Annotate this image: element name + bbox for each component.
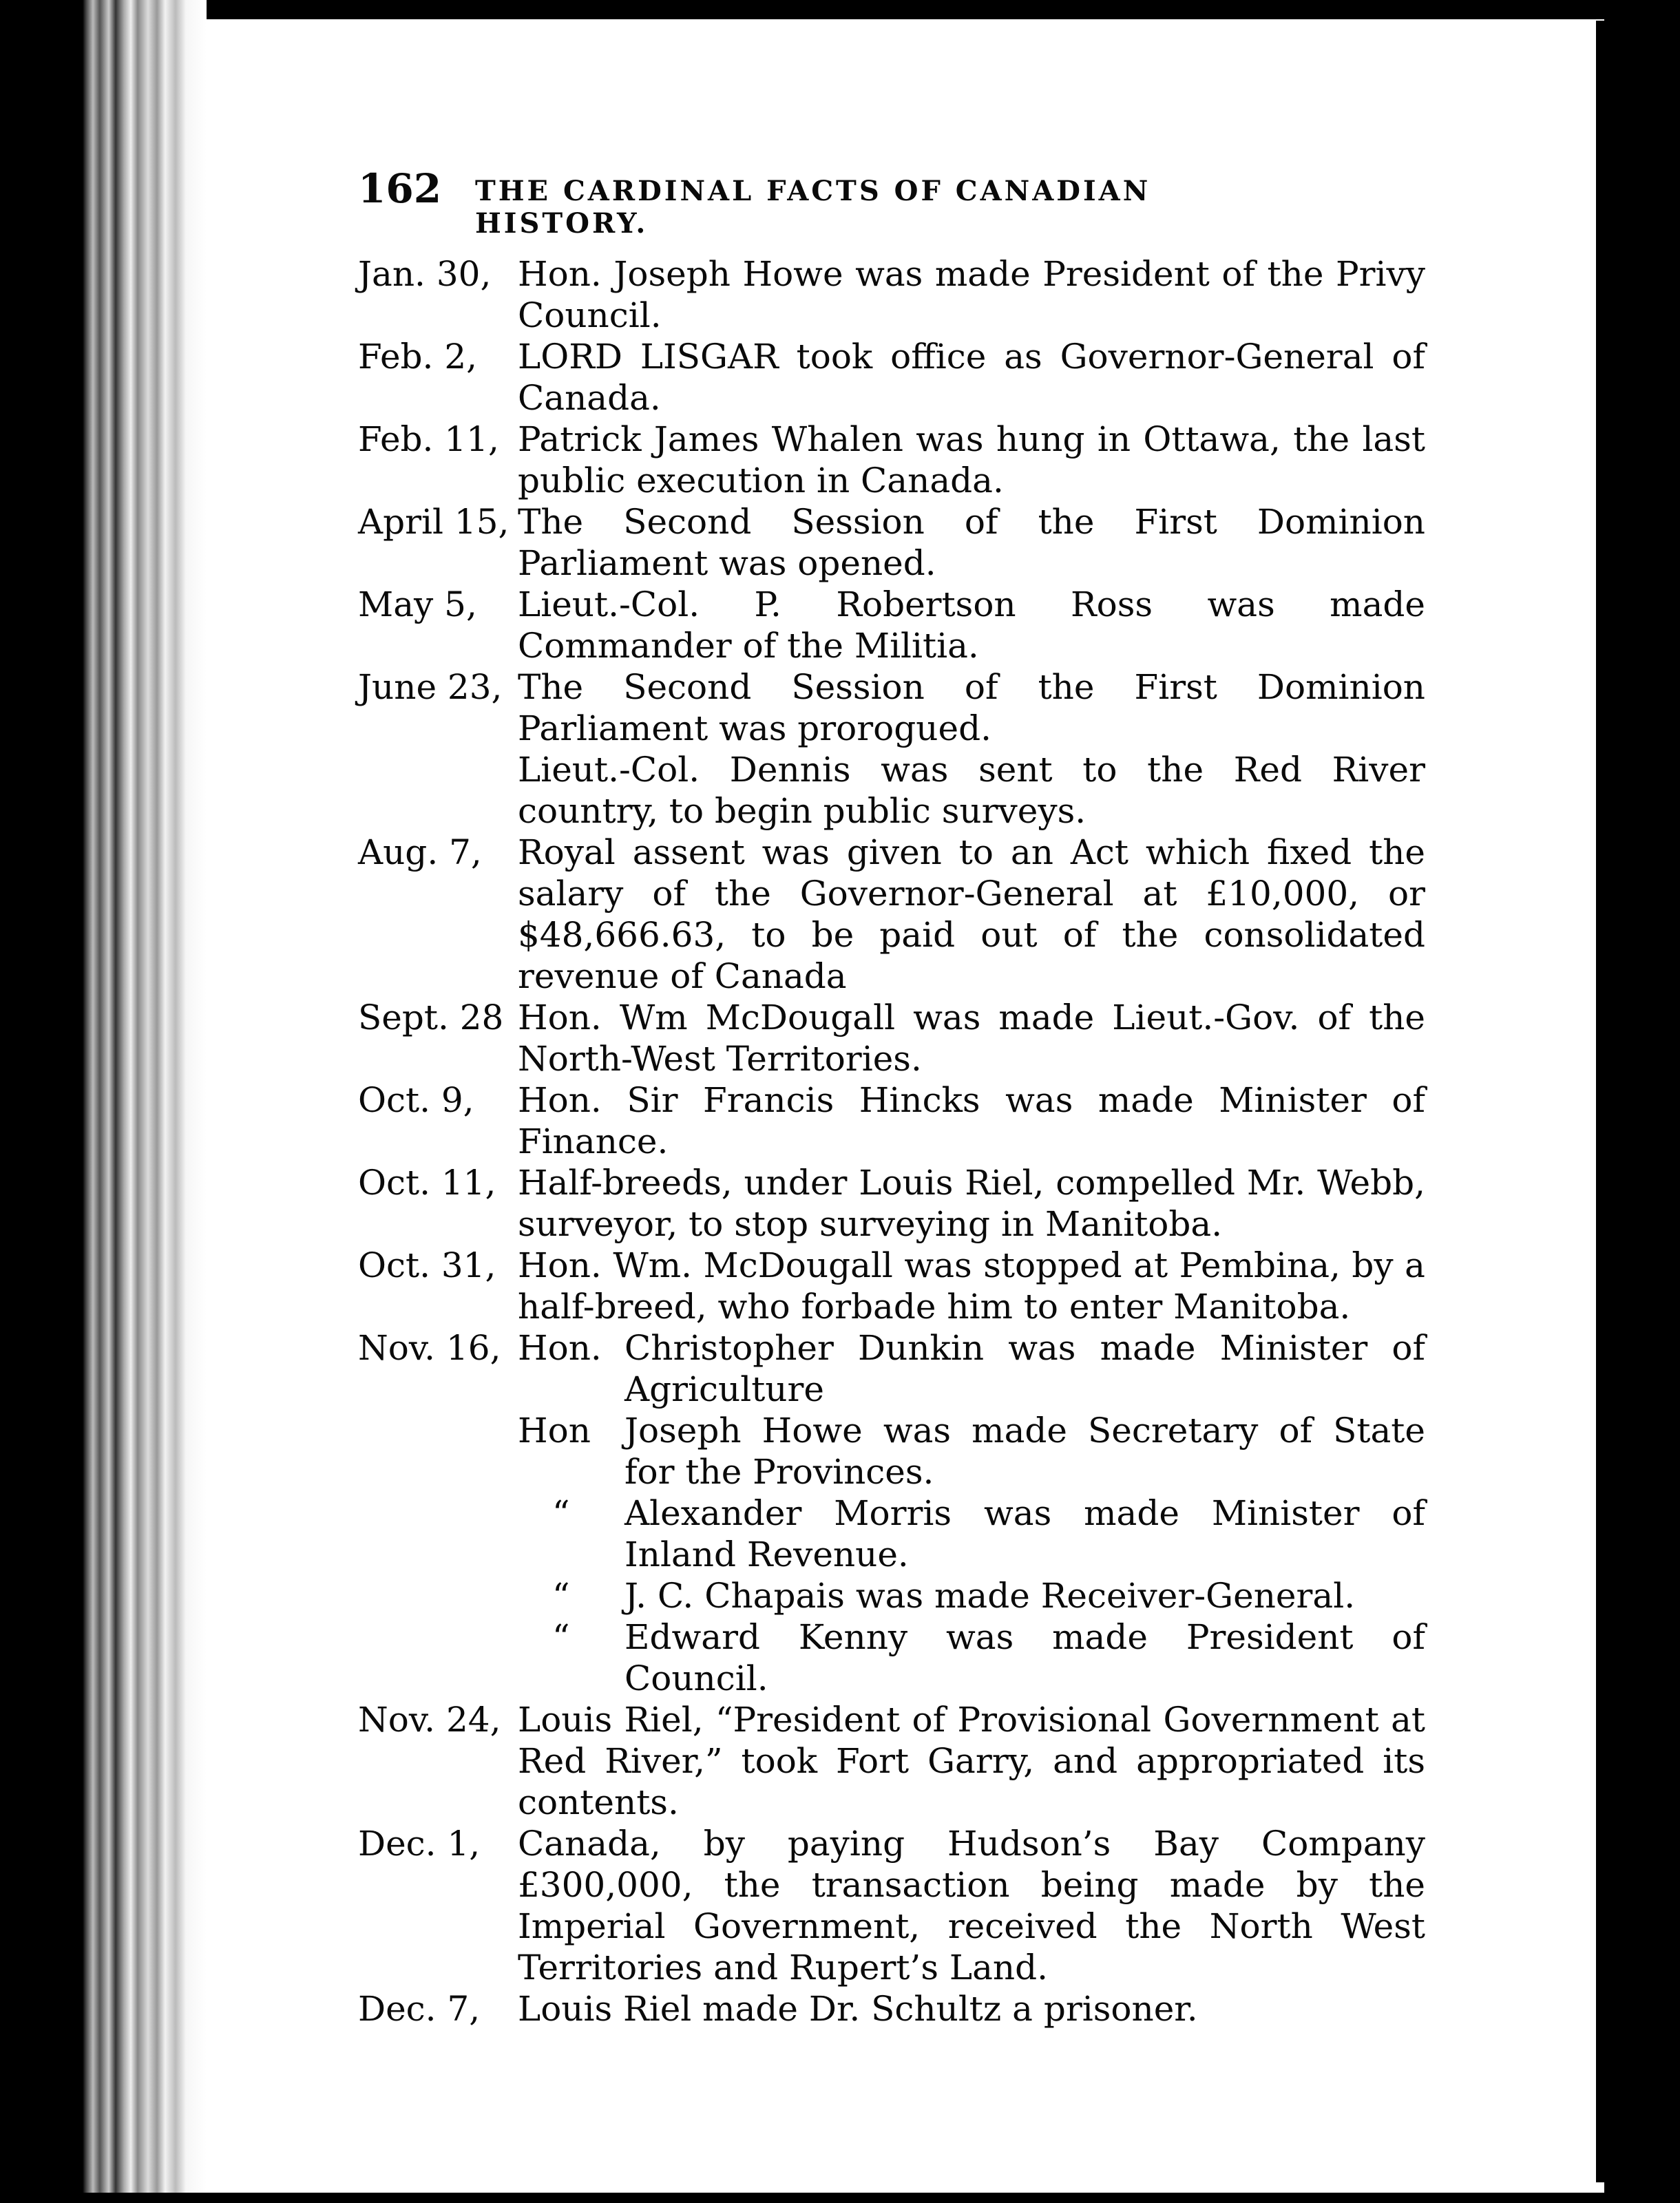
chronology-entry xyxy=(358,1699,1425,1823)
entry-text: Joseph Howe was made Secretary of State for the Provinces. xyxy=(624,1411,1425,1492)
entry-text: The Second Session of the First Dominion Parliament was prorogued. xyxy=(518,667,1425,748)
ditto-mark: “ xyxy=(552,1617,570,1657)
running-title: THE CARDINAL FACTS OF CANADIAN HISTORY. xyxy=(475,175,1151,240)
chronology-list xyxy=(358,253,1425,2030)
entry-date: May 5, xyxy=(358,584,477,624)
entry-date: Jan. 30, xyxy=(358,254,492,294)
ditto-entry xyxy=(518,1575,1425,1616)
ditto-entry xyxy=(518,1493,1425,1575)
entry-date: Aug. 7, xyxy=(358,832,482,872)
entry-text: Louis Riel, “President of Provisional Government at Red River,” took Fort Garry, and appropriated its contents. xyxy=(518,1700,1425,1822)
entry-text: Hon. Wm McDougall was made Lieut.-Gov. of the North-West Territories. xyxy=(518,998,1425,1079)
entry-date: Sept. 28 xyxy=(358,998,504,1037)
entry-text: Hon. Wm. McDougall was stopped at Pembina, by a half-breed, who forbade him to enter Manitoba. xyxy=(518,1245,1425,1327)
entry-date: Oct. 11, xyxy=(358,1163,496,1203)
chronology-entry xyxy=(358,1162,1425,1245)
sub-entry xyxy=(518,1410,1425,1493)
entry-date: Oct. 31, xyxy=(358,1245,496,1285)
chronology-entry xyxy=(358,1245,1425,1327)
entry-text: Canada, by paying Hudson’s Bay Company £300,000, the transaction being made by the Imperial Government, received the North West Territories and Rupert’s Land. xyxy=(518,1824,1425,1988)
entry-date: Feb. 11, xyxy=(358,419,499,459)
entry-text: Christopher Dunkin was made Minister of Agriculture xyxy=(624,1328,1425,1409)
entry-date: Dec. 1, xyxy=(358,1824,481,1864)
chronology-entry xyxy=(358,1823,1425,1988)
scan-bottom-border xyxy=(0,2193,1680,2203)
entry-text: Patrick James Whalen was hung in Ottawa, the last public execution in Canada. xyxy=(518,419,1425,500)
ditto-mark: “ xyxy=(552,1576,570,1616)
entry-text: Royal assent was given to an Act which fixed the salary of the Governor-General at £10,000, or $48,666.63, to be paid out of the consolidated revenue of Canada xyxy=(518,832,1425,996)
entry-sub-head: Hon. xyxy=(518,1328,602,1368)
chronology-entry xyxy=(358,1079,1425,1162)
entry-date: Nov. 24, xyxy=(358,1700,501,1740)
entry-date: Nov. 16, xyxy=(358,1328,501,1368)
entry-text: Hon. Joseph Howe was made President of the Privy Council. xyxy=(518,254,1425,335)
entry-text: LORD LISGAR took office as Governor-General of Canada. xyxy=(518,337,1425,418)
entry-text: Lieut.-Col. P. Robertson Ross was made Commander of the Militia. xyxy=(518,584,1425,666)
entry-date: Feb. 2, xyxy=(358,337,478,377)
chronology-entry xyxy=(358,1327,1425,1410)
entry-text: The Second Session of the First Dominion Parliament was opened. xyxy=(518,502,1425,583)
entry-continuation: Lieut.-Col. Dennis was sent to the Red River country, to begin public surveys. xyxy=(518,750,1425,831)
chronology-entry xyxy=(358,584,1425,666)
chronology-entry xyxy=(358,1988,1425,2030)
entry-text: Edward Kenny was made President of Council. xyxy=(624,1617,1425,1698)
entry-date: June 23, xyxy=(358,667,503,707)
chronology-entry xyxy=(358,419,1425,501)
chronology-entry xyxy=(358,501,1425,584)
scan-top-border xyxy=(0,0,1680,19)
chronology-entry xyxy=(358,832,1425,997)
entry-date: April 15, xyxy=(358,502,510,542)
chronology-entry xyxy=(358,336,1425,419)
page-gutter-edge xyxy=(0,0,207,2203)
entry-text: Alexander Morris was made Minister of Inland Revenue. xyxy=(624,1493,1425,1574)
page-number: 162 xyxy=(358,165,442,212)
scan-right-rule xyxy=(1596,21,1604,2182)
entry-date: Oct. 9, xyxy=(358,1080,474,1120)
entry-text: Half-breeds, under Louis Riel, compelled Mr. Webb, surveyor, to stop surveying in Manitoba. xyxy=(518,1163,1425,1244)
chronology-entry xyxy=(358,997,1425,1079)
page-header xyxy=(358,165,1288,240)
ditto-mark: “ xyxy=(552,1493,570,1533)
entry-text: Hon. Sir Francis Hincks was made Minister of Finance. xyxy=(518,1080,1425,1161)
ditto-entry xyxy=(518,1616,1425,1699)
entry-text: J. C. Chapais was made Receiver-General. xyxy=(624,1576,1356,1616)
entry-sub-head: Hon xyxy=(518,1411,591,1451)
entry-date: Dec. 7, xyxy=(358,1989,481,2029)
entry-text: Louis Riel made Dr. Schultz a prisoner. xyxy=(518,1989,1198,2029)
chronology-entry xyxy=(358,666,1425,749)
chronology-entry xyxy=(358,253,1425,336)
scan-right-border xyxy=(1604,0,1680,2203)
